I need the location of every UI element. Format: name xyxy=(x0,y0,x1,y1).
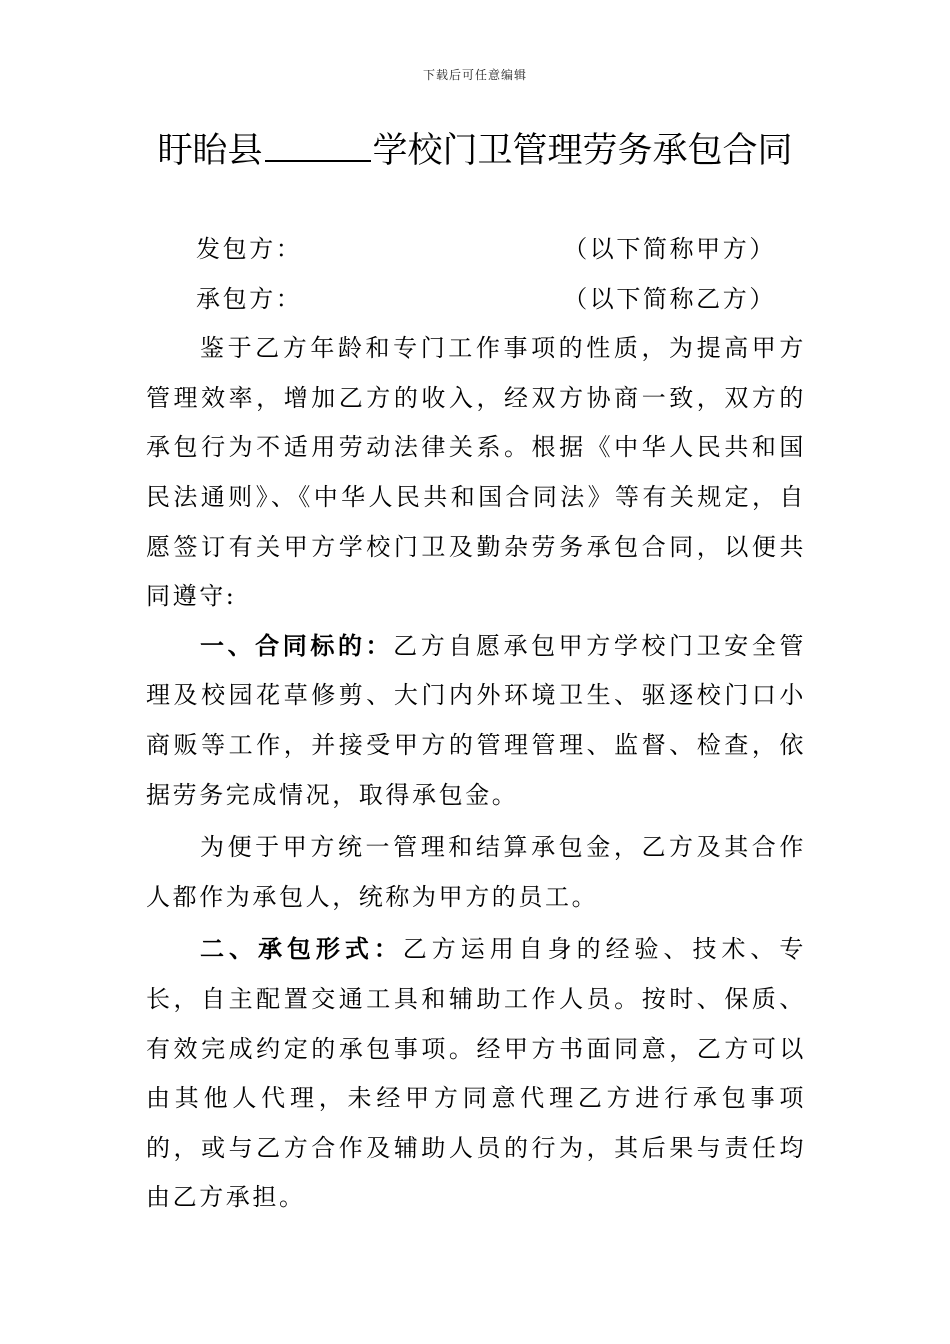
section-1-paragraph xyxy=(146,622,806,820)
section-2-paragraph xyxy=(146,925,806,1223)
header-note: 下载后可任意编辑 xyxy=(422,68,527,82)
party-contractor-alias: （以下简称乙方） xyxy=(563,284,776,313)
party-contractor xyxy=(146,275,806,325)
document-title xyxy=(0,128,950,174)
section-1-heading: 一、合同标的： xyxy=(200,631,394,660)
section-1-note-paragraph: 为便于甲方统一管理和结算承包金，乙方及其合作人都作为承包人，统称为甲方的员工。 xyxy=(146,833,806,911)
section-1-text: 乙方自愿承包甲方学校门卫安全管理及校园花草修剪、大门内外环境卫生、驱逐校门口小商贩等工作，并接受甲方的管理管理、监督、检查，依据劳务完成情况，取得承包金。 xyxy=(146,631,807,809)
party-contractor-label: 承包方： xyxy=(196,284,303,313)
party-issuer xyxy=(146,225,806,275)
party-issuer-label: 发包方： xyxy=(196,235,303,263)
section-2-text: 乙方运用自身的经验、技术、专长，自主配置交通工具和辅助工作人员。按时、保质、有效完成约定的承包事项。经甲方书面同意，乙方可以由其他人代理，未经甲方同意代理乙方进行承包事项的，或与乙方合作及辅助人员的行为，其后果与责任均由乙方承担。 xyxy=(146,935,806,1212)
document-body xyxy=(146,225,806,1223)
party-issuer-alias: （以下简称甲方） xyxy=(563,235,776,263)
section-2-heading: 二、承包形式： xyxy=(200,935,403,964)
preamble-paragraph: 鉴于乙方年龄和专门工作事项的性质，为提高甲方管理效率，增加乙方的收入，经双方协商一致，双方的承包行为不适用劳动法律关系。根据《中华人民共和国民法通则》、《中华人民共和国合同法》等有关规定，自愿签订有关甲方学校门卫及勤杂劳务承包合同，以便共同遵守: xyxy=(146,334,806,611)
title-blank-line xyxy=(265,128,371,162)
title-suffix: 学校门卫管理劳务承包合同 xyxy=(372,131,793,171)
title-prefix: 盱眙县 xyxy=(157,131,263,171)
